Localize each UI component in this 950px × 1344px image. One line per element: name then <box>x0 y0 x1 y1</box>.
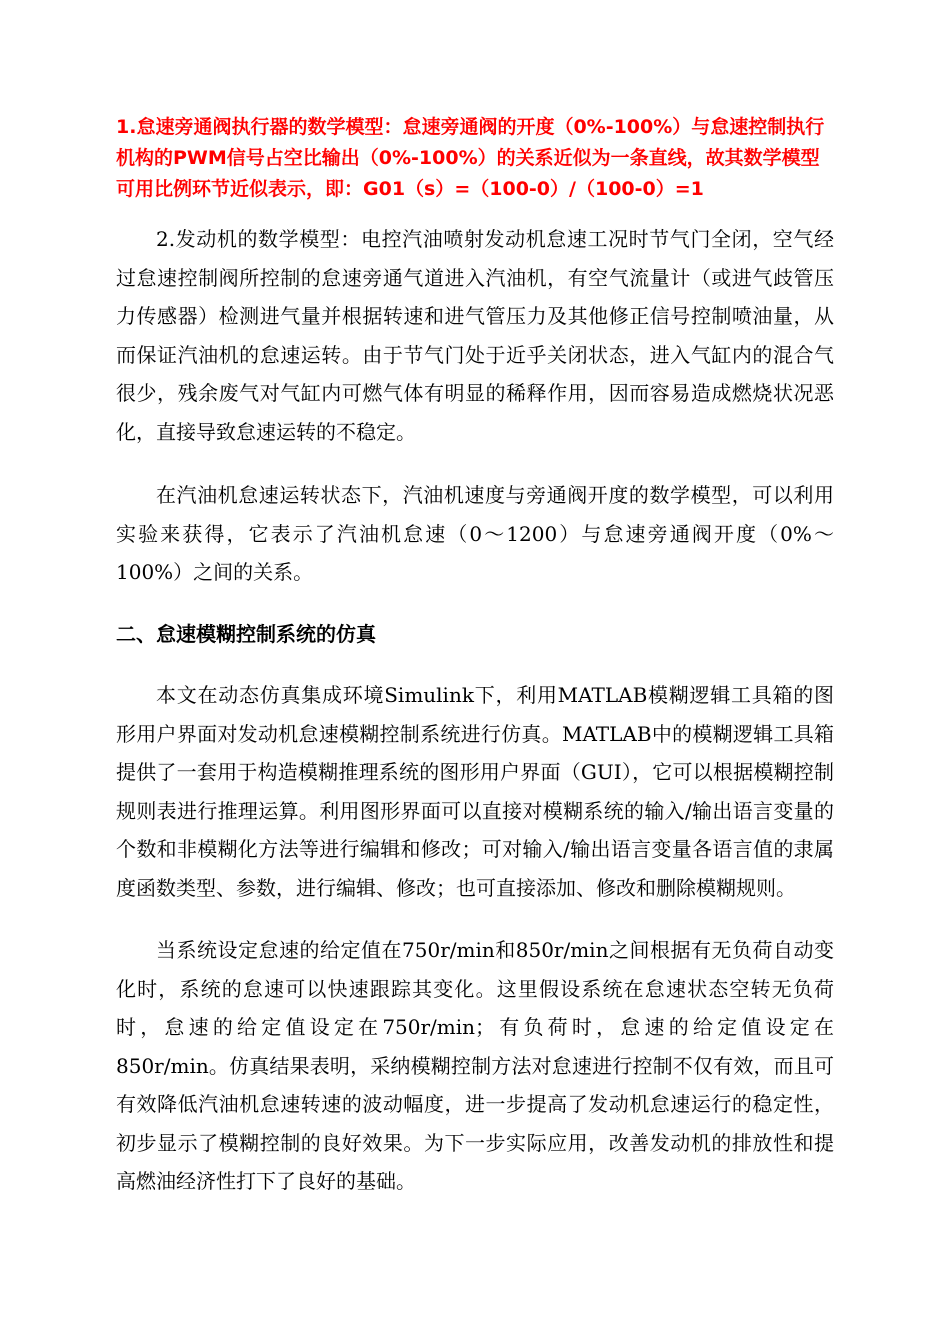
red-highlighted-paragraph: 1.怠速旁通阀执行器的数学模型：怠速旁通阀的开度（0%-100%）与怠速控制执行机构的PWM信号占空比输出（0%-100%）的关系近似为一条直线，故其数学模型可用比例环节近似表示，即：G01（s）=（100-0）/（100-0）=1 <box>116 116 825 200</box>
section-heading: 二、怠速模糊控制系统的仿真 <box>116 621 376 646</box>
simulink-paragraph: 本文在动态仿真集成环境Simulink下，利用MATLAB模糊逻辑工具箱的图形用户界面对发动机怠速模糊控制系统进行仿真。MATLAB中的模糊逻辑工具箱提供了一套用于构造模糊推理系统的图形用户界面（GUI），它可以根据模糊控制规则表进行推理运算。利用图形界面可以直接对模糊系统的输入/输出语言变量的个数和非模糊化方法等进行编辑和修改；可对输入/输出语言变量各语言值的隶属度函数类型、参数，进行编辑、修改；也可直接添加、修改和删除模糊规则。 <box>116 683 834 900</box>
results-paragraph: 当系统设定怠速的给定值在750r/min和850r/min之间根据有无负荷自动变化时，系统的怠速可以快速跟踪其变化。这里假设系统在怠速状态空转无负荷时，怠速的给定值设定在750r/min；有负荷时，怠速的给定值设定在850r/min。仿真结果表明，采纳模糊控制方法对怠速进行控制不仅有效，而且可有效降低汽油机怠速转速的波动幅度，进一步提高了发动机怠速运行的稳定性，初步显示了模糊控制的良好效果。为下一步实际应用，改善发动机的排放性和提高燃油经济性打下了良好的基础。 <box>116 938 834 1193</box>
speed-model-paragraph: 在汽油机怠速运转状态下，汽油机速度与旁通阀开度的数学模型，可以利用实验来获得，它表示了汽油机怠速（0～1200）与怠速旁通阀开度（0%～100%）之间的关系。 <box>116 483 834 584</box>
document-body <box>116 112 834 1201</box>
engine-model-paragraph: 2.发动机的数学模型：电控汽油喷射发动机怠速工况时节气门全闭，空气经过怠速控制阀所控制的怠速旁通气道进入汽油机，有空气流量计（或进气歧管压力传感器）检测进气量并根据转速和进气管压力及其他修正信号控制喷油量，从而保证汽油机的怠速运转。由于节气门处于近乎关闭状态，进入气缸内的混合气很少，残余废气对气缸内可燃气体有明显的稀释作用，因而容易造成燃烧状况恶化，直接导致怠速运转的不稳定。 <box>116 227 834 444</box>
